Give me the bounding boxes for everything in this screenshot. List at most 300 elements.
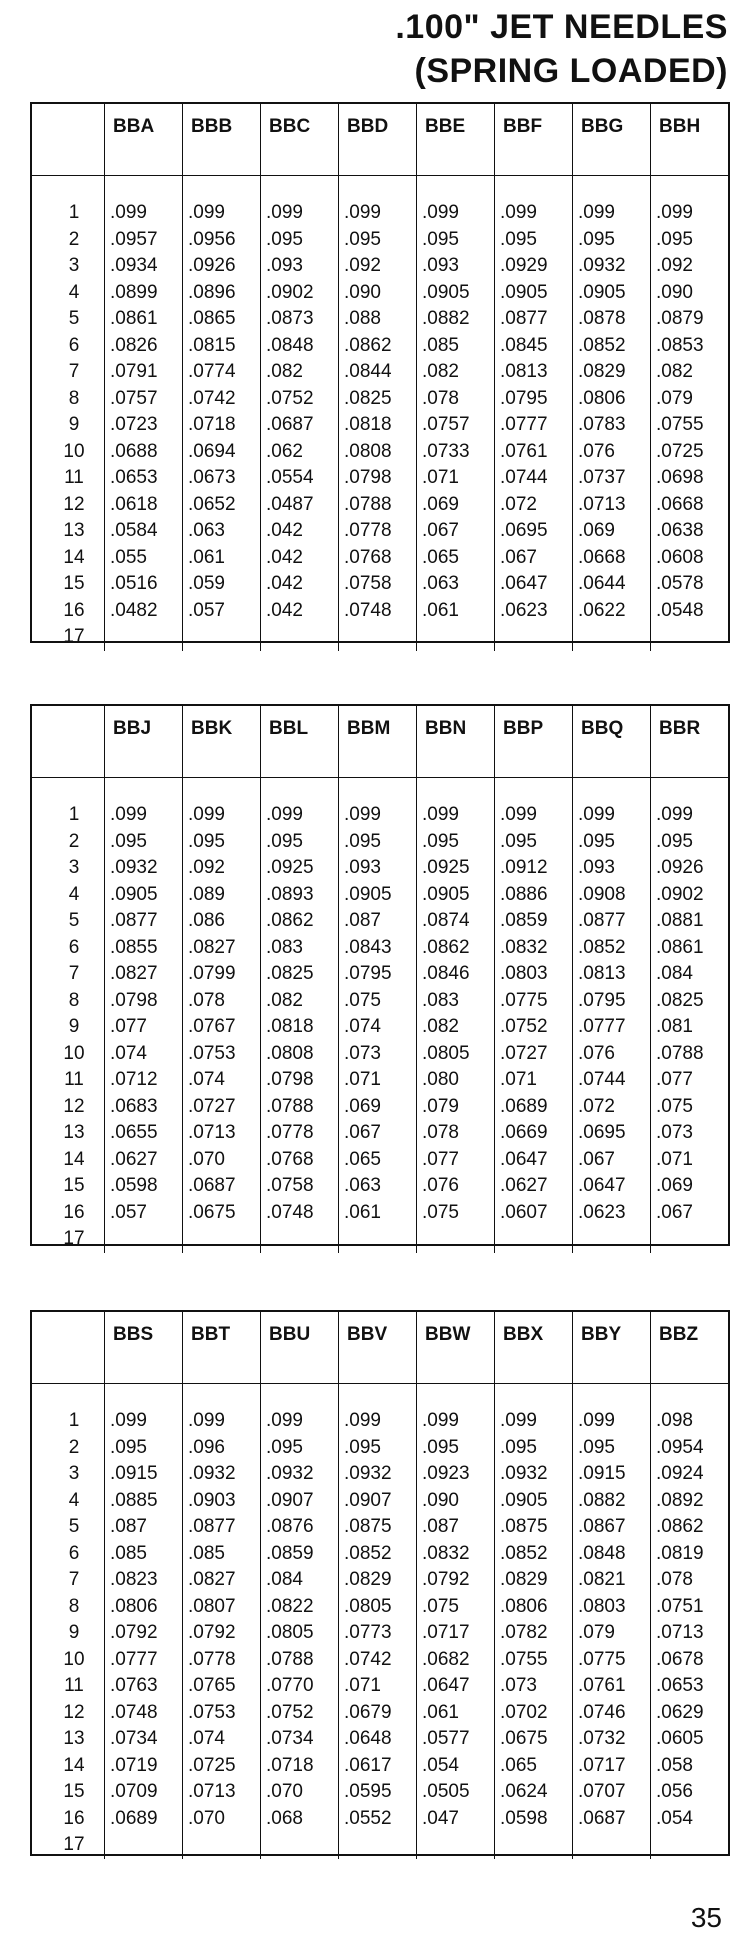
table-cell: .0709 <box>110 1781 158 1802</box>
needle-column <box>650 104 728 651</box>
row-number: 1 <box>68 202 80 223</box>
table-cell: .0788 <box>344 493 392 515</box>
column-header: BBJ <box>105 706 182 778</box>
table-cell: .0717 <box>422 1622 470 1643</box>
table-cell: .0957 <box>110 228 158 250</box>
table-cell: .0732 <box>578 1728 626 1749</box>
table-cell: .090 <box>422 1489 459 1511</box>
table-cell: .0765 <box>188 1675 236 1696</box>
row-number: 4 <box>68 1489 80 1511</box>
table-cell: .084 <box>656 963 693 984</box>
column-cells <box>183 176 260 651</box>
table-cell: .057 <box>188 599 225 621</box>
table-cell: .079 <box>422 1095 459 1117</box>
table-cell: .0861 <box>656 936 704 958</box>
table-cell: .0688 <box>110 440 158 462</box>
table-cell: .0806 <box>500 1595 548 1617</box>
table-cell: .077 <box>110 1016 147 1037</box>
table-cell: .0775 <box>500 989 548 1011</box>
row-number: 3 <box>68 857 80 878</box>
table-cell: .075 <box>656 1095 693 1117</box>
table-cell: .0733 <box>422 440 470 462</box>
table-cell: .0792 <box>188 1622 236 1643</box>
table-cell: .0799 <box>188 963 236 984</box>
table-cell: .0683 <box>110 1095 158 1117</box>
row-number: 15 <box>63 1175 85 1196</box>
table-cell: .0647 <box>578 1175 626 1196</box>
table-cell: .0825 <box>344 387 392 409</box>
table-cell: .099 <box>188 1410 225 1431</box>
table-cell: .0777 <box>578 1016 626 1037</box>
table-cell: .080 <box>422 1069 459 1090</box>
table-cell: .0877 <box>578 910 626 931</box>
table-cell: .0627 <box>110 1148 158 1170</box>
table-cell: .0852 <box>578 936 626 958</box>
table-cell: .0853 <box>656 334 704 356</box>
table-cell: .0865 <box>188 308 236 329</box>
table-cell: .0878 <box>578 308 626 329</box>
row-number: 13 <box>63 1122 85 1143</box>
table-cell: .0751 <box>656 1595 704 1617</box>
page-title-line2: (SPRING LOADED) <box>414 52 728 90</box>
table-cell: .0713 <box>656 1622 704 1643</box>
table-cell: .075 <box>422 1595 459 1617</box>
row-number: 12 <box>63 1095 85 1117</box>
table-cell: .071 <box>656 1148 693 1170</box>
table-cell: .0844 <box>344 361 392 382</box>
row-number: 9 <box>68 414 80 435</box>
table-cell: .0881 <box>656 910 704 931</box>
table-cell: .077 <box>422 1148 459 1170</box>
table-cell: .076 <box>578 440 615 462</box>
jet-needle-table-3 <box>30 1310 730 1856</box>
table-cell: .0675 <box>188 1201 236 1223</box>
row-number: 8 <box>68 387 80 409</box>
table-cell <box>183 1226 260 1253</box>
table-cell: .0805 <box>266 1622 314 1643</box>
table-cell: .042 <box>266 573 303 594</box>
table-cell: .082 <box>422 1016 459 1037</box>
table-cell: .0678 <box>656 1648 704 1670</box>
table-cell: .0791 <box>110 361 158 382</box>
table-cell: .0815 <box>188 334 236 356</box>
table-cell: .068 <box>266 1807 303 1829</box>
table-cell: .0803 <box>500 963 548 984</box>
needle-column <box>572 706 650 1253</box>
row-number-cells <box>32 778 104 1253</box>
table-cell: .0902 <box>656 883 704 905</box>
column-cells <box>183 778 260 1253</box>
table-cell: .062 <box>266 440 303 462</box>
table-cell: .0755 <box>656 414 704 435</box>
table-cell: .0807 <box>188 1595 236 1617</box>
table-cell: .095 <box>500 830 537 852</box>
table-cell: .0873 <box>266 308 314 329</box>
table-cell: .0795 <box>344 963 392 984</box>
row-number-column <box>32 104 104 651</box>
row-number: 9 <box>68 1016 80 1037</box>
table-cell: .0905 <box>110 883 158 905</box>
needle-column <box>338 706 416 1253</box>
table-cell <box>183 1832 260 1859</box>
table-cell: .0818 <box>266 1016 314 1037</box>
table-cell: .0552 <box>344 1807 392 1829</box>
table-cell: .0932 <box>578 255 626 276</box>
table-cell: .0777 <box>110 1648 158 1670</box>
table-cell: .079 <box>656 387 693 409</box>
column-cells <box>651 778 728 1253</box>
table-cell: .073 <box>344 1042 381 1064</box>
column-cells <box>183 1384 260 1859</box>
column-cells <box>105 176 182 651</box>
table-cell: .0893 <box>266 883 314 905</box>
table-cell: .0758 <box>344 573 392 594</box>
table-cell: .0808 <box>266 1042 314 1064</box>
column-header: BBR <box>651 706 728 778</box>
table-cell: .095 <box>500 1436 537 1458</box>
table-cell: .099 <box>344 1410 381 1431</box>
table-cell: .0775 <box>578 1648 626 1670</box>
table-cell: .054 <box>422 1754 459 1776</box>
row-number: 2 <box>68 830 80 852</box>
table-cell: .0822 <box>266 1595 314 1617</box>
table-cell: .067 <box>578 1148 615 1170</box>
row-number: 17 <box>63 626 85 647</box>
table-cell: .0725 <box>656 440 704 462</box>
needle-column <box>104 706 182 1253</box>
table-cell: .0905 <box>422 883 470 905</box>
column-cells <box>495 778 572 1253</box>
table-cell: .099 <box>344 804 381 825</box>
table-cell: .099 <box>110 1410 147 1431</box>
table-cell: .061 <box>422 1701 459 1723</box>
table-cell: .0689 <box>110 1807 158 1829</box>
table-cell <box>339 1226 416 1253</box>
table-cell: .095 <box>266 830 303 852</box>
table-cell: .042 <box>266 546 303 568</box>
table-cell: .092 <box>656 255 693 276</box>
table-cell: .0862 <box>656 1516 704 1537</box>
column-header: BBU <box>261 1312 338 1384</box>
needle-column <box>416 706 494 1253</box>
table-cell: .0808 <box>344 440 392 462</box>
row-number: 1 <box>68 1410 80 1431</box>
row-number: 11 <box>64 1069 84 1090</box>
table-cell: .071 <box>500 1069 537 1090</box>
table-cell: .0926 <box>656 857 704 878</box>
needle-column <box>260 1312 338 1859</box>
table-cell: .0907 <box>344 1489 392 1511</box>
table-cell: .0768 <box>344 546 392 568</box>
table-cell <box>573 1832 650 1859</box>
table-cell: .095 <box>266 228 303 250</box>
table-cell: .0932 <box>266 1463 314 1484</box>
table-cell: .0852 <box>344 1542 392 1564</box>
row-number: 13 <box>63 1728 85 1749</box>
row-number: 3 <box>68 255 80 276</box>
table-cell: .0712 <box>110 1069 158 1090</box>
table-cell: .0899 <box>110 281 158 303</box>
table-cell: .0882 <box>578 1489 626 1511</box>
row-number-column <box>32 706 104 1253</box>
table-cell: .095 <box>422 830 459 852</box>
table-cell: .0644 <box>578 573 626 594</box>
table-cell: .0782 <box>500 1622 548 1643</box>
table-cell: .084 <box>266 1569 303 1590</box>
table-cell: .099 <box>266 804 303 825</box>
column-cells <box>573 1384 650 1859</box>
table-cell: .0859 <box>266 1542 314 1564</box>
table-cell: .0845 <box>500 334 548 356</box>
table-cell: .069 <box>578 520 615 541</box>
table-cell: .0798 <box>110 989 158 1011</box>
row-number: 5 <box>68 1516 80 1537</box>
table-cell: .0861 <box>110 308 158 329</box>
table-cell: .0777 <box>500 414 548 435</box>
page-number: 35 <box>690 1902 722 1933</box>
table-cell: .0554 <box>266 467 314 488</box>
table-cell: .099 <box>188 804 225 825</box>
table-cell: .0798 <box>344 467 392 488</box>
table-cell: .0905 <box>344 883 392 905</box>
row-number: 14 <box>63 1754 85 1776</box>
table-cell: .074 <box>188 1069 225 1090</box>
table-cell: .047 <box>422 1807 459 1829</box>
table-cell: .0813 <box>578 963 626 984</box>
table-cell: .0607 <box>500 1201 548 1223</box>
row-number: 2 <box>68 1436 80 1458</box>
table-cell: .0695 <box>500 520 548 541</box>
table-cell: .0848 <box>578 1542 626 1564</box>
row-number: 16 <box>63 1807 85 1829</box>
table-cell: .072 <box>500 493 537 515</box>
table-cell: .093 <box>344 857 381 878</box>
table-cell: .0744 <box>578 1069 626 1090</box>
needle-column <box>494 1312 572 1859</box>
row-number: 7 <box>68 1569 80 1590</box>
table-cell: .0516 <box>110 573 158 594</box>
table-cell: .0926 <box>188 255 236 276</box>
table-cell: .082 <box>422 361 459 382</box>
table-cell: .099 <box>656 804 693 825</box>
table-cell: .0675 <box>500 1728 548 1749</box>
table-cell: .0885 <box>110 1489 158 1511</box>
table-cell: .076 <box>578 1042 615 1064</box>
table-cell: .0954 <box>656 1436 704 1458</box>
table-cell: .0932 <box>344 1463 392 1484</box>
table-cell: .056 <box>656 1781 693 1802</box>
table-cell: .0753 <box>188 1042 236 1064</box>
table-cell <box>339 1832 416 1859</box>
table-cell: .070 <box>266 1781 303 1802</box>
row-number-header <box>32 1312 104 1384</box>
table-cell: .0806 <box>110 1595 158 1617</box>
table-cell: .089 <box>188 883 225 905</box>
table-cell: .088 <box>344 308 381 329</box>
table-cell <box>339 624 416 651</box>
table-cell <box>651 1226 728 1253</box>
table-cell: .0905 <box>500 1489 548 1511</box>
table-cell: .0742 <box>344 1648 392 1670</box>
table-cell: .0821 <box>578 1569 626 1590</box>
table-cell: .0929 <box>500 255 548 276</box>
table-cell: .095 <box>110 830 147 852</box>
table-cell: .0505 <box>422 1781 470 1802</box>
row-number-header <box>32 104 104 176</box>
table-cell: .063 <box>344 1175 381 1196</box>
table-cell: .0702 <box>500 1701 548 1723</box>
needle-column <box>182 104 260 651</box>
column-header: BBH <box>651 104 728 176</box>
needle-column <box>650 1312 728 1859</box>
table-cell: .087 <box>110 1516 147 1537</box>
table-cell: .073 <box>656 1122 693 1143</box>
row-number: 8 <box>68 989 80 1011</box>
table-cell: .0788 <box>266 1648 314 1670</box>
table-cell: .0623 <box>578 1201 626 1223</box>
row-number-column <box>32 1312 104 1859</box>
table-cell: .0578 <box>656 573 704 594</box>
table-cell: .0725 <box>188 1754 236 1776</box>
table-cell: .074 <box>344 1016 381 1037</box>
table-cell: .078 <box>656 1569 693 1590</box>
table-cell: .095 <box>656 830 693 852</box>
table-cell: .0915 <box>110 1463 158 1484</box>
table-cell: .0907 <box>266 1489 314 1511</box>
table-cell: .0829 <box>500 1569 548 1590</box>
table-cell: .0742 <box>188 387 236 409</box>
table-cell: .0727 <box>500 1042 548 1064</box>
column-cells <box>105 1384 182 1859</box>
table-cell: .0925 <box>422 857 470 878</box>
table-cell: .0774 <box>188 361 236 382</box>
table-cell: .0744 <box>500 467 548 488</box>
table-cell: .099 <box>266 1410 303 1431</box>
table-cell: .067 <box>500 546 537 568</box>
table-cell: .0852 <box>500 1542 548 1564</box>
table-cell: .0755 <box>500 1648 548 1670</box>
table-cell <box>417 1832 494 1859</box>
table-cell: .0668 <box>578 546 626 568</box>
table-cell: .0778 <box>188 1648 236 1670</box>
table-cell: .099 <box>500 202 537 223</box>
table-cell: .0618 <box>110 493 158 515</box>
table-cell: .069 <box>422 493 459 515</box>
table-cell <box>105 1226 182 1253</box>
table-cell: .078 <box>188 989 225 1011</box>
table-cell: .0827 <box>110 963 158 984</box>
column-header: BBY <box>573 1312 650 1384</box>
column-header: BBL <box>261 706 338 778</box>
table-cell: .0687 <box>578 1807 626 1829</box>
table-cell: .0829 <box>578 361 626 382</box>
table-cell: .0719 <box>110 1754 158 1776</box>
table-cell <box>105 624 182 651</box>
table-cell: .0757 <box>110 387 158 409</box>
table-cell: .071 <box>422 467 459 488</box>
needle-column <box>572 104 650 651</box>
table-grid <box>32 706 728 1249</box>
table-cell <box>495 1226 572 1253</box>
column-cells <box>339 778 416 1253</box>
table-cell: .0783 <box>578 414 626 435</box>
table-cell: .0713 <box>188 1781 236 1802</box>
needle-column <box>182 1312 260 1859</box>
table-cell: .0577 <box>422 1728 470 1749</box>
table-grid <box>32 104 728 647</box>
table-cell: .0848 <box>266 334 314 356</box>
needle-column <box>338 104 416 651</box>
column-header: BBQ <box>573 706 650 778</box>
table-cell: .0773 <box>344 1622 392 1643</box>
table-cell: .0932 <box>188 1463 236 1484</box>
table-cell: .0826 <box>110 334 158 356</box>
table-cell: .095 <box>578 830 615 852</box>
table-cell <box>495 1832 572 1859</box>
row-number: 5 <box>68 308 80 329</box>
table-cell: .083 <box>266 936 303 958</box>
row-number-cells <box>32 176 104 651</box>
table-cell <box>261 1832 338 1859</box>
table-cell: .0598 <box>500 1807 548 1829</box>
column-header: BBA <box>105 104 182 176</box>
row-number: 16 <box>63 1201 85 1223</box>
table-cell: .0843 <box>344 936 392 958</box>
table-cell: .0813 <box>500 361 548 382</box>
table-cell: .0627 <box>500 1175 548 1196</box>
table-cell: .0624 <box>500 1781 548 1802</box>
table-cell: .0482 <box>110 599 158 621</box>
table-cell: .085 <box>110 1542 147 1564</box>
jet-needle-table-2 <box>30 704 730 1249</box>
table-cell: .099 <box>422 1410 459 1431</box>
table-cell: .0622 <box>578 599 626 621</box>
table-cell: .0877 <box>188 1516 236 1537</box>
table-cell: .0679 <box>344 1701 392 1723</box>
table-cell: .095 <box>656 228 693 250</box>
table-cell: .0788 <box>266 1095 314 1117</box>
column-header: BBE <box>417 104 494 176</box>
row-number: 6 <box>68 1542 80 1564</box>
table-cell: .0767 <box>188 1016 236 1037</box>
table-cell: .0746 <box>578 1701 626 1723</box>
table-cell: .099 <box>656 202 693 223</box>
table-cell <box>105 1832 182 1859</box>
table-cell: .0673 <box>188 467 236 488</box>
row-number: 4 <box>68 281 80 303</box>
table-cell: .078 <box>422 1122 459 1143</box>
table-cell: .099 <box>344 202 381 223</box>
column-cells <box>417 1384 494 1859</box>
table-cell: .073 <box>500 1675 537 1696</box>
row-number: 3 <box>68 1463 80 1484</box>
column-header: BBN <box>417 706 494 778</box>
table-cell: .0623 <box>500 599 548 621</box>
row-number: 15 <box>63 573 85 594</box>
needle-column <box>494 706 572 1253</box>
row-number: 7 <box>68 963 80 984</box>
table-cell: .0905 <box>422 281 470 303</box>
column-header: BBM <box>339 706 416 778</box>
needle-column <box>260 104 338 651</box>
table-cell: .0687 <box>266 414 314 435</box>
table-cell: .090 <box>656 281 693 303</box>
table-cell: .0718 <box>188 414 236 435</box>
row-number: 17 <box>63 1228 85 1249</box>
row-number: 12 <box>63 1701 85 1723</box>
table-cell: .0689 <box>500 1095 548 1117</box>
row-number-cells <box>32 1384 104 1859</box>
